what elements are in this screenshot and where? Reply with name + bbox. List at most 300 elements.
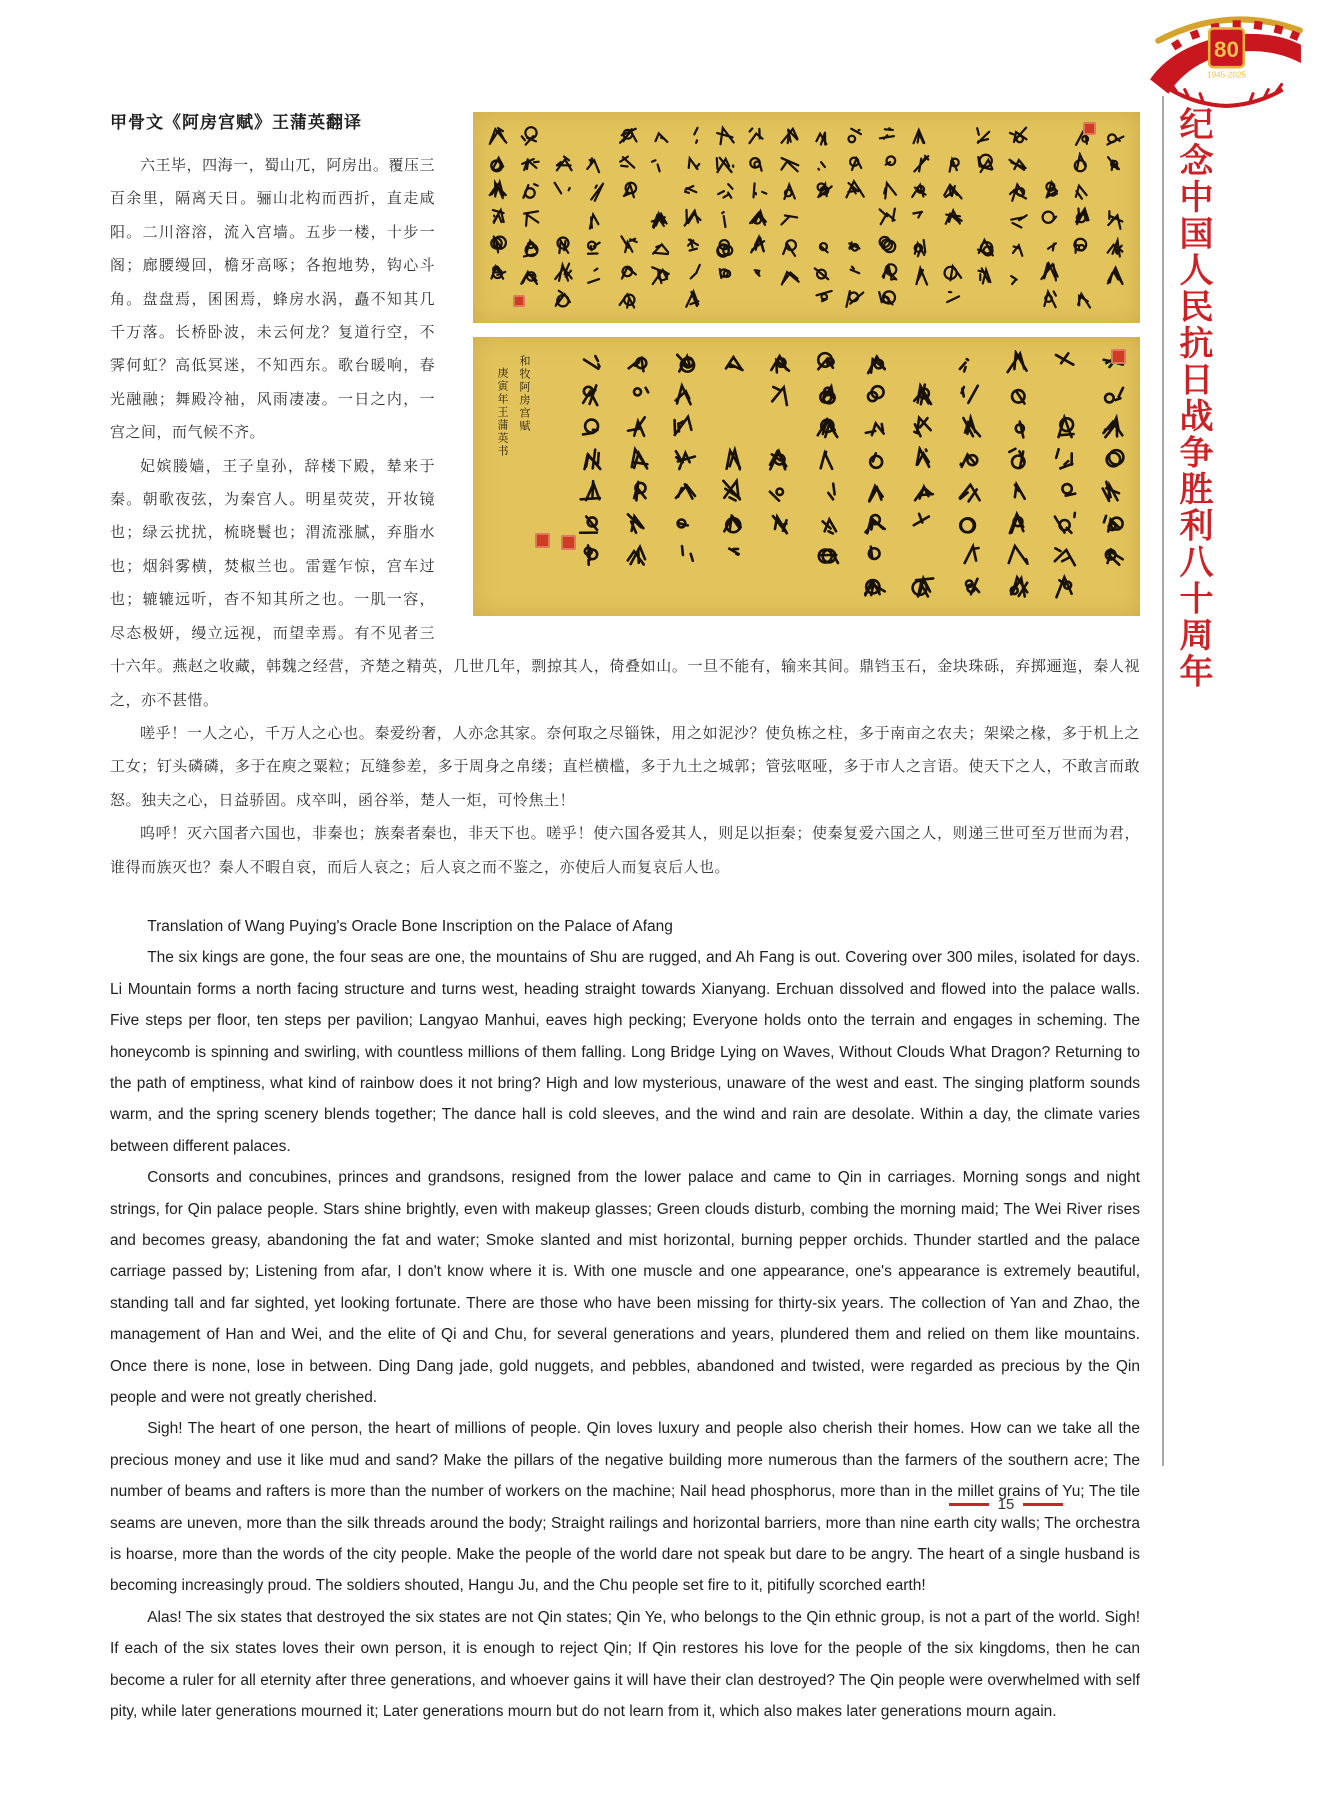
oracle-glyph-cell: [1039, 231, 1061, 258]
oracle-glyph-cell: [672, 539, 698, 571]
oracle-glyph-cell: [714, 150, 736, 178]
oracle-glyph-cell: [1071, 286, 1093, 313]
oracle-glyph-cell: [957, 347, 983, 379]
oracle-glyph-cell: [767, 443, 793, 475]
oracle-glyph: [877, 179, 899, 201]
cn-paragraph: 六王毕，四海一，蜀山兀，阿房出。覆压三百余里，隔离天日。骊山北构而西折，直走咸阳。二川溶溶，流入宫墙。五步一楼，十步一阁；廊腰缦回，檐牙高啄；各抱地势，钩心斗角。盘盘焉，囷囷焉，蜂房水涡，矗不知其几千万落。长桥卧波，未云何龙？复道行空，不霁何虹？高低冥迷，不知西东。歌台暖响，春光融融；舞殿冷袖，风雨凄凄。一日之内，一宫之间，而气候不齐。: [110, 158, 435, 442]
sidebar-divider: [1162, 96, 1164, 1466]
oracle-glyph-cell: [682, 204, 704, 231]
oracle-glyph-cell: [957, 379, 983, 411]
oracle-glyph: [844, 125, 866, 147]
page-title: 甲骨文《阿房宫赋》王蒲英翻译: [110, 113, 362, 132]
oracle-glyph-cell: [942, 258, 964, 285]
oracle-glyph-cell: [672, 347, 698, 379]
oracle-glyph: [747, 234, 769, 256]
oracle-glyph: [767, 382, 793, 408]
oracle-glyph: [910, 574, 936, 600]
oracle-glyph-cell: [714, 206, 736, 234]
oracle-glyph-cell: [1100, 411, 1126, 443]
oracle-glyph: [1100, 542, 1126, 568]
oracle-glyph: [767, 350, 793, 376]
oracle-glyph-cell: [844, 258, 866, 285]
oracle-script-column: [942, 122, 964, 313]
oracle-glyph: [672, 478, 698, 504]
oracle-script-column: [974, 122, 996, 313]
oracle-script-column: [910, 347, 936, 606]
oracle-glyph: [1007, 237, 1029, 259]
oracle-glyph-cell: [584, 206, 606, 234]
oracle-glyph: [957, 542, 983, 568]
oracle-glyph: [519, 237, 541, 259]
oracle-glyph: [625, 478, 651, 504]
oracle-glyph-cell: [815, 539, 841, 571]
oracle-script-column: [862, 347, 888, 606]
oracle-glyph-cell: [779, 234, 801, 262]
oracle-glyph-cell: [877, 231, 899, 258]
oracle-glyph-cell: [519, 178, 541, 206]
oracle-glyph-cell: [747, 231, 769, 258]
oracle-glyph-cell: [625, 443, 651, 475]
oracle-glyph: [617, 179, 639, 201]
oracle-glyph-cell: [617, 258, 639, 285]
oracle-script-column: [957, 347, 983, 606]
oracle-glyph: [519, 209, 541, 231]
oracle-glyph: [1052, 542, 1078, 568]
oracle-glyph-cell: [862, 411, 888, 443]
oracle-glyph: [577, 446, 603, 472]
red-seal-icon: [535, 533, 550, 548]
oracle-glyph: [815, 542, 841, 568]
oracle-glyph: [577, 542, 603, 568]
oracle-script-column: [844, 122, 866, 313]
oracle-glyph-cell: [1100, 475, 1126, 507]
calligrapher-signature: 和牧阿房宫赋: [518, 355, 530, 433]
oracle-script-column: [714, 122, 736, 313]
oracle-glyph: [519, 265, 541, 287]
oracle-glyph-cell: [1005, 571, 1031, 603]
page-footer: [936, 1496, 1076, 1513]
oracle-glyph-cell: [720, 475, 746, 507]
oracle-glyph: [577, 414, 603, 440]
oracle-glyph-cell: [909, 234, 931, 262]
oracle-glyph-cell: [747, 258, 769, 285]
oracle-glyph-cell: [1005, 475, 1031, 507]
oracle-glyph-cell: [767, 379, 793, 411]
oracle-glyph-cell: [1007, 262, 1029, 290]
oracle-glyph-cell: [942, 177, 964, 204]
oracle-glyph: [767, 510, 793, 536]
footer-rule-right: [1023, 1503, 1063, 1506]
oracle-glyph-cell: [519, 206, 541, 234]
oracle-glyph-cell: [1100, 539, 1126, 571]
oracle-glyph-cell: [862, 507, 888, 539]
oracle-glyph: [714, 153, 736, 175]
oracle-glyph: [747, 206, 769, 228]
oracle-calligraphy-panel-2: [473, 337, 1140, 616]
oracle-glyph-cell: [682, 258, 704, 285]
oracle-glyph-cell: [812, 149, 834, 176]
oracle-glyph-cell: [862, 571, 888, 603]
oracle-glyph-cell: [1005, 443, 1031, 475]
oracle-glyph: [1039, 206, 1061, 228]
oracle-glyph-cell: [844, 231, 866, 258]
oracle-glyph-cell: [1071, 177, 1093, 204]
oracle-glyph: [487, 206, 509, 228]
oracle-glyph: [974, 125, 996, 147]
oracle-glyph-cell: [877, 177, 899, 204]
logo-number: 80: [1214, 36, 1239, 62]
oracle-glyph: [862, 382, 888, 408]
oracle-glyph-cell: [957, 475, 983, 507]
oracle-glyph-cell: [779, 178, 801, 206]
oracle-glyph: [812, 288, 834, 310]
oracle-glyph-cell: [844, 177, 866, 204]
oracle-glyph: [672, 446, 698, 472]
oracle-glyph: [877, 261, 899, 283]
oracle-glyph-cell: [625, 539, 651, 571]
oracle-glyph: [714, 209, 736, 231]
oracle-glyph-cell: [812, 258, 834, 285]
oracle-glyph: [1104, 125, 1126, 147]
oracle-glyph-cell: [862, 379, 888, 411]
oracle-glyph: [815, 350, 841, 376]
oracle-glyph: [1039, 234, 1061, 256]
oracle-script-column: [1104, 122, 1126, 313]
oracle-glyph-cell: [862, 347, 888, 379]
oracle-glyph-cell: [487, 258, 509, 285]
oracle-glyph-cell: [552, 231, 574, 258]
oracle-glyph-cell: [844, 122, 866, 149]
oracle-glyph-cell: [625, 347, 651, 379]
oracle-glyph: [767, 478, 793, 504]
oracle-glyph: [957, 478, 983, 504]
oracle-glyph-cell: [910, 443, 936, 475]
oracle-glyph-cell: [519, 262, 541, 290]
oracle-glyph: [1005, 510, 1031, 536]
oracle-script-column: [767, 347, 793, 606]
oracle-script-column: [519, 122, 541, 313]
oracle-glyph: [487, 152, 509, 174]
oracle-glyph-cell: [767, 347, 793, 379]
oracle-glyph: [747, 125, 769, 147]
oracle-glyph-cell: [812, 122, 834, 149]
oracle-glyph-cell: [1071, 149, 1093, 176]
oracle-glyph: [1007, 265, 1029, 287]
oracle-script-column: [672, 347, 698, 606]
oracle-script-column: [552, 122, 574, 313]
oracle-glyph-cell: [720, 539, 746, 571]
oracle-glyph: [779, 153, 801, 175]
oracle-glyph-cell: [1039, 286, 1061, 313]
oracle-glyph: [519, 181, 541, 203]
oracle-glyph-cell: [552, 149, 574, 176]
oracle-glyph: [487, 234, 509, 256]
oracle-glyph: [957, 446, 983, 472]
oracle-glyph: [1005, 542, 1031, 568]
oracle-glyph-cell: [767, 507, 793, 539]
oracle-script-column: [584, 122, 606, 313]
oracle-glyph-cell: [812, 177, 834, 204]
article: [110, 112, 1140, 1728]
calligraphy-figure: [473, 112, 1140, 616]
oracle-glyph-cell: [1052, 539, 1078, 571]
red-seal-icon: [561, 535, 576, 550]
oracle-script-column: [617, 122, 639, 313]
red-seal-icon: [1111, 349, 1126, 364]
oracle-glyph-cell: [1007, 234, 1029, 262]
oracle-glyph-cell: [487, 149, 509, 176]
oracle-glyph: [584, 209, 606, 231]
oracle-glyph: [974, 265, 996, 287]
oracle-glyph: [577, 478, 603, 504]
oracle-glyph-cell: [812, 286, 834, 313]
wreath-right: [1227, 90, 1283, 106]
oracle-glyph: [844, 234, 866, 256]
oracle-glyph: [909, 125, 931, 147]
red-seal-icon: [513, 295, 525, 307]
oracle-glyph-cell: [1104, 122, 1126, 150]
oracle-glyph-cell: [974, 262, 996, 290]
oracle-glyph-cell: [877, 258, 899, 285]
oracle-glyph-cell: [1104, 234, 1126, 262]
oracle-calligraphy-panel-1: [473, 112, 1140, 323]
oracle-glyph-cell: [779, 206, 801, 234]
oracle-glyph: [909, 237, 931, 259]
oracle-glyph: [1104, 209, 1126, 231]
oracle-glyph-cell: [672, 443, 698, 475]
oracle-glyph: [942, 261, 964, 283]
oracle-glyph: [584, 265, 606, 287]
oracle-glyph: [1104, 153, 1126, 175]
oracle-script-column: [779, 122, 801, 313]
oracle-glyph: [862, 510, 888, 536]
oracle-glyph: [519, 153, 541, 175]
oracle-glyph: [1104, 237, 1126, 259]
oracle-glyph-cell: [815, 347, 841, 379]
oracle-glyph: [957, 382, 983, 408]
oracle-glyph-cell: [584, 150, 606, 178]
oracle-glyph-cell: [747, 204, 769, 231]
oracle-glyph-cell: [1039, 258, 1061, 285]
oracle-glyph: [957, 414, 983, 440]
oracle-glyph: [1100, 382, 1126, 408]
oracle-glyph-cell: [672, 507, 698, 539]
oracle-glyph-cell: [584, 234, 606, 262]
oracle-glyph: [1052, 574, 1078, 600]
oracle-glyph: [812, 125, 834, 147]
oracle-glyph: [862, 414, 888, 440]
oracle-glyph: [812, 261, 834, 283]
oracle-glyph-cell: [714, 234, 736, 262]
oracle-glyph: [1005, 478, 1031, 504]
oracle-glyph: [747, 261, 769, 283]
oracle-glyph: [487, 179, 509, 201]
oracle-glyph-cell: [1007, 150, 1029, 178]
oracle-glyph: [577, 510, 603, 536]
oracle-glyph-cell: [1039, 204, 1061, 231]
oracle-glyph-cell: [877, 122, 899, 149]
oracle-glyph: [815, 414, 841, 440]
oracle-glyph: [1071, 152, 1093, 174]
oracle-glyph: [649, 153, 671, 175]
oracle-glyph: [577, 382, 603, 408]
oracle-glyph: [1007, 125, 1029, 147]
oracle-glyph-cell: [487, 231, 509, 258]
oracle-glyph-cell: [910, 507, 936, 539]
oracle-glyph: [617, 261, 639, 283]
oracle-glyph: [1071, 234, 1093, 256]
oracle-glyph-cell: [1071, 231, 1093, 258]
oracle-glyph: [577, 350, 603, 376]
oracle-glyph: [844, 179, 866, 201]
oracle-script-column: [747, 122, 769, 313]
oracle-glyph: [877, 125, 899, 147]
oracle-glyph: [942, 152, 964, 174]
oracle-glyph-cell: [1104, 150, 1126, 178]
calligrapher-signature: 庚寅年王蒲英书: [496, 367, 508, 458]
oracle-glyph: [617, 125, 639, 147]
oracle-script-column: [1007, 122, 1029, 313]
oracle-glyph-cell: [942, 149, 964, 176]
oracle-glyph: [862, 542, 888, 568]
oracle-glyph: [682, 261, 704, 283]
oracle-glyph-cell: [1071, 204, 1093, 231]
oracle-glyph: [714, 265, 736, 287]
oracle-glyph-cell: [577, 347, 603, 379]
oracle-glyph-cell: [1052, 475, 1078, 507]
oracle-glyph-cell: [910, 571, 936, 603]
oracle-glyph: [625, 446, 651, 472]
oracle-glyph-cell: [942, 204, 964, 231]
oracle-glyph: [1100, 446, 1126, 472]
oracle-glyph: [957, 510, 983, 536]
oracle-glyph: [584, 153, 606, 175]
oracle-glyph-cell: [487, 122, 509, 149]
oracle-glyph-cell: [844, 286, 866, 313]
oracle-script-column: [1039, 122, 1061, 313]
oracle-glyph: [815, 510, 841, 536]
oracle-script-grid: [487, 122, 1126, 313]
oracle-glyph: [1005, 574, 1031, 600]
oracle-glyph-cell: [714, 178, 736, 206]
oracle-glyph: [909, 209, 931, 231]
oracle-glyph: [942, 206, 964, 228]
oracle-glyph: [625, 382, 651, 408]
oracle-glyph-cell: [747, 177, 769, 204]
footer-rule-left: [949, 1503, 989, 1506]
oracle-glyph-cell: [779, 150, 801, 178]
oracle-glyph-cell: [1104, 262, 1126, 290]
oracle-glyph-cell: [584, 262, 606, 290]
page-number: 15: [997, 1496, 1015, 1513]
oracle-glyph-cell: [957, 411, 983, 443]
oracle-script-column: [649, 122, 671, 313]
oracle-glyph-cell: [877, 204, 899, 231]
wreath-left: [1170, 90, 1226, 106]
oracle-glyph: [625, 542, 651, 568]
oracle-glyph-cell: [942, 286, 964, 313]
oracle-glyph-cell: [1100, 443, 1126, 475]
oracle-glyph: [1071, 179, 1093, 201]
oracle-glyph: [519, 125, 541, 147]
oracle-glyph: [672, 414, 698, 440]
anniversary-80-logo: [1143, 4, 1308, 110]
oracle-glyph: [910, 446, 936, 472]
oracle-glyph: [584, 181, 606, 203]
oracle-glyph: [862, 446, 888, 472]
oracle-glyph-cell: [682, 149, 704, 176]
oracle-glyph: [862, 478, 888, 504]
oracle-glyph-cell: [815, 379, 841, 411]
oracle-glyph: [910, 478, 936, 504]
oracle-glyph-cell: [649, 150, 671, 178]
oracle-glyph: [747, 179, 769, 201]
oracle-glyph: [1005, 414, 1031, 440]
oracle-glyph-cell: [1005, 539, 1031, 571]
oracle-glyph: [1104, 265, 1126, 287]
oracle-glyph: [617, 152, 639, 174]
oracle-glyph-cell: [747, 149, 769, 176]
oracle-glyph: [625, 350, 651, 376]
oracle-glyph: [1052, 414, 1078, 440]
oracle-glyph: [779, 237, 801, 259]
oracle-glyph: [974, 153, 996, 175]
oracle-glyph: [974, 237, 996, 259]
oracle-glyph-cell: [747, 122, 769, 149]
oracle-glyph: [844, 288, 866, 310]
oracle-glyph: [682, 125, 704, 147]
oracle-glyph-cell: [577, 475, 603, 507]
oracle-glyph: [552, 288, 574, 310]
oracle-glyph: [779, 265, 801, 287]
oracle-glyph-cell: [584, 178, 606, 206]
oracle-script-column: [720, 347, 746, 606]
oracle-glyph-cell: [649, 262, 671, 290]
oracle-glyph: [617, 234, 639, 256]
oracle-glyph: [552, 152, 574, 174]
oracle-glyph: [487, 261, 509, 283]
oracle-glyph-cell: [682, 177, 704, 204]
oracle-glyph: [942, 288, 964, 310]
oracle-glyph: [957, 574, 983, 600]
oracle-glyph-cell: [577, 411, 603, 443]
oracle-script-column: [682, 122, 704, 313]
oracle-glyph-cell: [779, 262, 801, 290]
oracle-glyph: [815, 446, 841, 472]
oracle-glyph-cell: [625, 475, 651, 507]
logo-years: 1945-2025: [1207, 70, 1246, 80]
oracle-glyph-cell: [812, 231, 834, 258]
oracle-script-column: [877, 122, 899, 313]
oracle-glyph: [1039, 261, 1061, 283]
oracle-glyph: [1100, 414, 1126, 440]
oracle-glyph: [942, 179, 964, 201]
oracle-glyph: [720, 510, 746, 536]
oracle-glyph-cell: [617, 286, 639, 313]
oracle-glyph-cell: [672, 411, 698, 443]
oracle-glyph-cell: [862, 475, 888, 507]
oracle-glyph: [862, 350, 888, 376]
oracle-glyph-cell: [910, 475, 936, 507]
oracle-glyph-cell: [487, 204, 509, 231]
oracle-glyph-cell: [957, 443, 983, 475]
oracle-glyph: [1007, 181, 1029, 203]
oracle-glyph: [1039, 179, 1061, 201]
oracle-glyph: [1071, 206, 1093, 228]
oracle-glyph-cell: [1007, 178, 1029, 206]
oracle-script-column: [812, 122, 834, 313]
oracle-glyph-cell: [714, 262, 736, 290]
